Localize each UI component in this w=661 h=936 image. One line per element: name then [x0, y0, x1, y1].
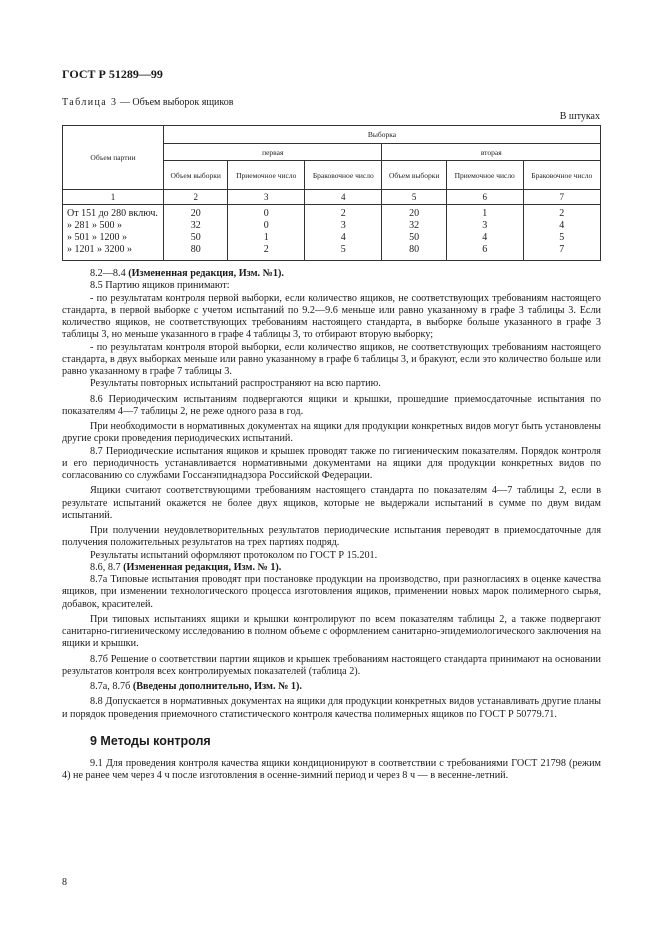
- paragraph: При необходимости в нормативных документах на ящики для продукции конкретных видов могут быть установлены другие сроки проведения периодических испытаний.: [62, 421, 601, 445]
- table-cell: 80: [409, 244, 420, 255]
- value-column: [446, 205, 523, 261]
- table-cell: 3: [340, 220, 346, 231]
- column-number: 7: [523, 190, 600, 205]
- table-cell: 5: [340, 244, 346, 255]
- clause-ref: 8.2—8.4: [90, 268, 129, 279]
- body-text: [62, 268, 601, 783]
- table-cell: 2: [559, 208, 565, 219]
- table-cell: 4: [340, 232, 346, 243]
- subheader-cell: Объем выборки: [164, 161, 228, 190]
- table-cell: 1: [263, 232, 269, 243]
- document-code: ГОСТ Р 51289—99: [62, 67, 163, 81]
- table-cell: 0: [263, 208, 269, 219]
- table-cell: 5: [559, 232, 565, 243]
- table-cell: 32: [409, 220, 420, 231]
- paragraph: Результаты повторных испытаний распространяют на всю партию.: [90, 378, 381, 390]
- table-row-label: » 501 » 1200 »: [67, 232, 127, 243]
- table-row-label: » 281 » 500 »: [67, 220, 122, 231]
- sample-size-table: [62, 125, 601, 261]
- column-number: 6: [446, 190, 523, 205]
- table-units: В штуках: [559, 111, 600, 122]
- paragraph: При типовых испытаниях ящики и крышки контролируют по всем показателям таблицы 2, а также подвергают санитарно-гигиеническому исследованию в полном объеме с оформлением санитарно-эпидемиологического заключения на ящики и крышки.: [62, 613, 601, 650]
- table-cell: 4: [482, 232, 488, 243]
- header-sample: Выборка: [164, 126, 601, 144]
- table-cell: 20: [409, 208, 420, 219]
- column-number: 5: [382, 190, 446, 205]
- table-cell: 32: [190, 220, 201, 231]
- paragraph: 8.7б Решение о соответствии партии ящиков и крышек требованиям настоящего стандарта принимают на основании результатов контроля всех контролируемых показателей (таблица 2).: [62, 653, 601, 677]
- paragraph: Ящики считают соответствующими требованиям настоящего стандарта по показателям 4—7 таблицы 2, если в результате испытаний окажется не более двух ящиков, которые не выдержали испытаний в сумме по двум видам испытаний.: [62, 485, 601, 521]
- value-column: [228, 205, 305, 261]
- subheader-cell: Браковочное число: [523, 161, 600, 190]
- paragraph: 8.7 Периодические испытания ящиков и крышек проводят также по гигиеническим показателям. Порядок контроля и его периодичность устанавливается нормативными документами на ящики для продукции конкретных видов по согласованию со службами Госсанэпиднадзора Российской Федерации.: [62, 445, 601, 481]
- table-caption-title: — Объем выборок ящиков: [117, 97, 234, 108]
- table-cell: 3: [482, 220, 488, 231]
- paragraph: 9.1 Для проведения контроля качества ящики кондиционируют в соответствии с требованиями ГОСТ 21798 (режим 4) не ранее чем через 4 ч после изготовления в осенне-зимний период и через 8 ч — в весенне-летний.: [62, 758, 601, 782]
- table-cell: 2: [340, 208, 346, 219]
- table-cell: 7: [559, 244, 565, 255]
- paragraph: 8.5 Партию ящиков принимают:: [90, 280, 230, 292]
- subheader-cell: Приемочное число: [446, 161, 523, 190]
- section-heading: 9 Методы контроля: [90, 733, 211, 748]
- paragraph: [62, 562, 601, 574]
- value-column: [382, 205, 446, 261]
- party-volume-cell: [63, 205, 164, 261]
- table-cell: 50: [409, 232, 420, 243]
- table-cell: 4: [559, 220, 565, 231]
- table-cell: 0: [263, 220, 269, 231]
- table-row-label: » 1201 » 3200 »: [67, 244, 132, 255]
- table-caption-prefix: Таблица 3: [62, 97, 118, 108]
- table-cell: 50: [190, 232, 201, 243]
- subheader-cell: Браковочное число: [305, 161, 382, 190]
- paragraph: 8.8 Допускается в нормативных документах на ящики для продукции конкретных видов устанавливать другие планы и порядок проведения приемочного статистического контроля качества полимерных ящиков по ГОСТ Р 50779.71.: [62, 696, 601, 720]
- header-first-sample: первая: [164, 144, 382, 161]
- table-caption: [62, 97, 233, 108]
- header-party-volume: Объем партии: [63, 126, 164, 190]
- subheader-cell: Приемочное число: [228, 161, 305, 190]
- paragraph: - по результатам контроля первой выборки, если количество ящиков, не соответствующих требованиям настоящего стандарта, в первой выборке с учетом испытаний по 9.2—9.6 меньше или равно указанному в графе 3 таблицы 3. Если количество ящиков, не соответствующих требованиям настоящего стандарта, в выборке больше указанного в графе 3 таблицы 3, но меньше указанного в графе 4 таблицы 3, то отбирают вторую выборку;: [62, 292, 601, 341]
- paragraph: Результаты испытаний оформляют протоколом по ГОСТ Р 15.201.: [90, 549, 378, 561]
- paragraph: При получении неудовлетворительных результатов периодические испытания переводят в приемосдаточные для получения положительных результатов на трех партиях подряд.: [62, 525, 601, 549]
- column-number: 1: [63, 190, 164, 205]
- table-cell: 6: [482, 244, 488, 255]
- subheader-cell: Объем выборки: [382, 161, 446, 190]
- table-row-label: От 151 до 280 включ.: [67, 208, 158, 219]
- value-column: [164, 205, 228, 261]
- clause-ref: 8.6, 8.7: [90, 561, 124, 573]
- amendment-note: (Измененная редакция, Изм. №1).: [128, 268, 284, 279]
- value-column: [305, 205, 382, 261]
- paragraph: 8.7а Типовые испытания проводят при постановке продукции на производство, при разногласиях в оценке качества ящиков, при изменении технологического процесса изготовления ящиков, применении новых марок полимерного сырья, добавок, красителей.: [62, 574, 601, 610]
- table-cell: 80: [190, 244, 201, 255]
- header-second-sample: вторая: [382, 144, 601, 161]
- paragraph: - по результатам контроля второй выборки, если количество ящиков, не соответствующих требованиям настоящего стандарта, в двух выборках меньше или равно указанному в графе 6 таблицы 3, и бракуют, если это количество больше или равно указанному в графе 7 таблицы 3.: [62, 341, 601, 377]
- page-number: 8: [62, 877, 67, 888]
- column-number: 2: [164, 190, 228, 205]
- column-number: 3: [228, 190, 305, 205]
- paragraph: [62, 268, 601, 280]
- clause-ref: 8.7а, 8.7б: [90, 681, 133, 692]
- amendment-note: (Введены дополнительно, Изм. № 1).: [132, 681, 302, 692]
- paragraph: [62, 681, 601, 693]
- amendment-note: (Измененная редакция, Изм. № 1).: [123, 561, 282, 573]
- value-column: [523, 205, 600, 261]
- column-number: 4: [305, 190, 382, 205]
- paragraph: 8.6 Периодическим испытаниям подвергаются ящики и крышки, прошедшие приемосдаточные испытания по показателям 4—7 таблицы 2, не реже одного раза в год.: [62, 393, 601, 417]
- table-cell: 1: [482, 208, 488, 219]
- table-cell: 2: [263, 244, 269, 255]
- table-cell: 20: [190, 208, 201, 219]
